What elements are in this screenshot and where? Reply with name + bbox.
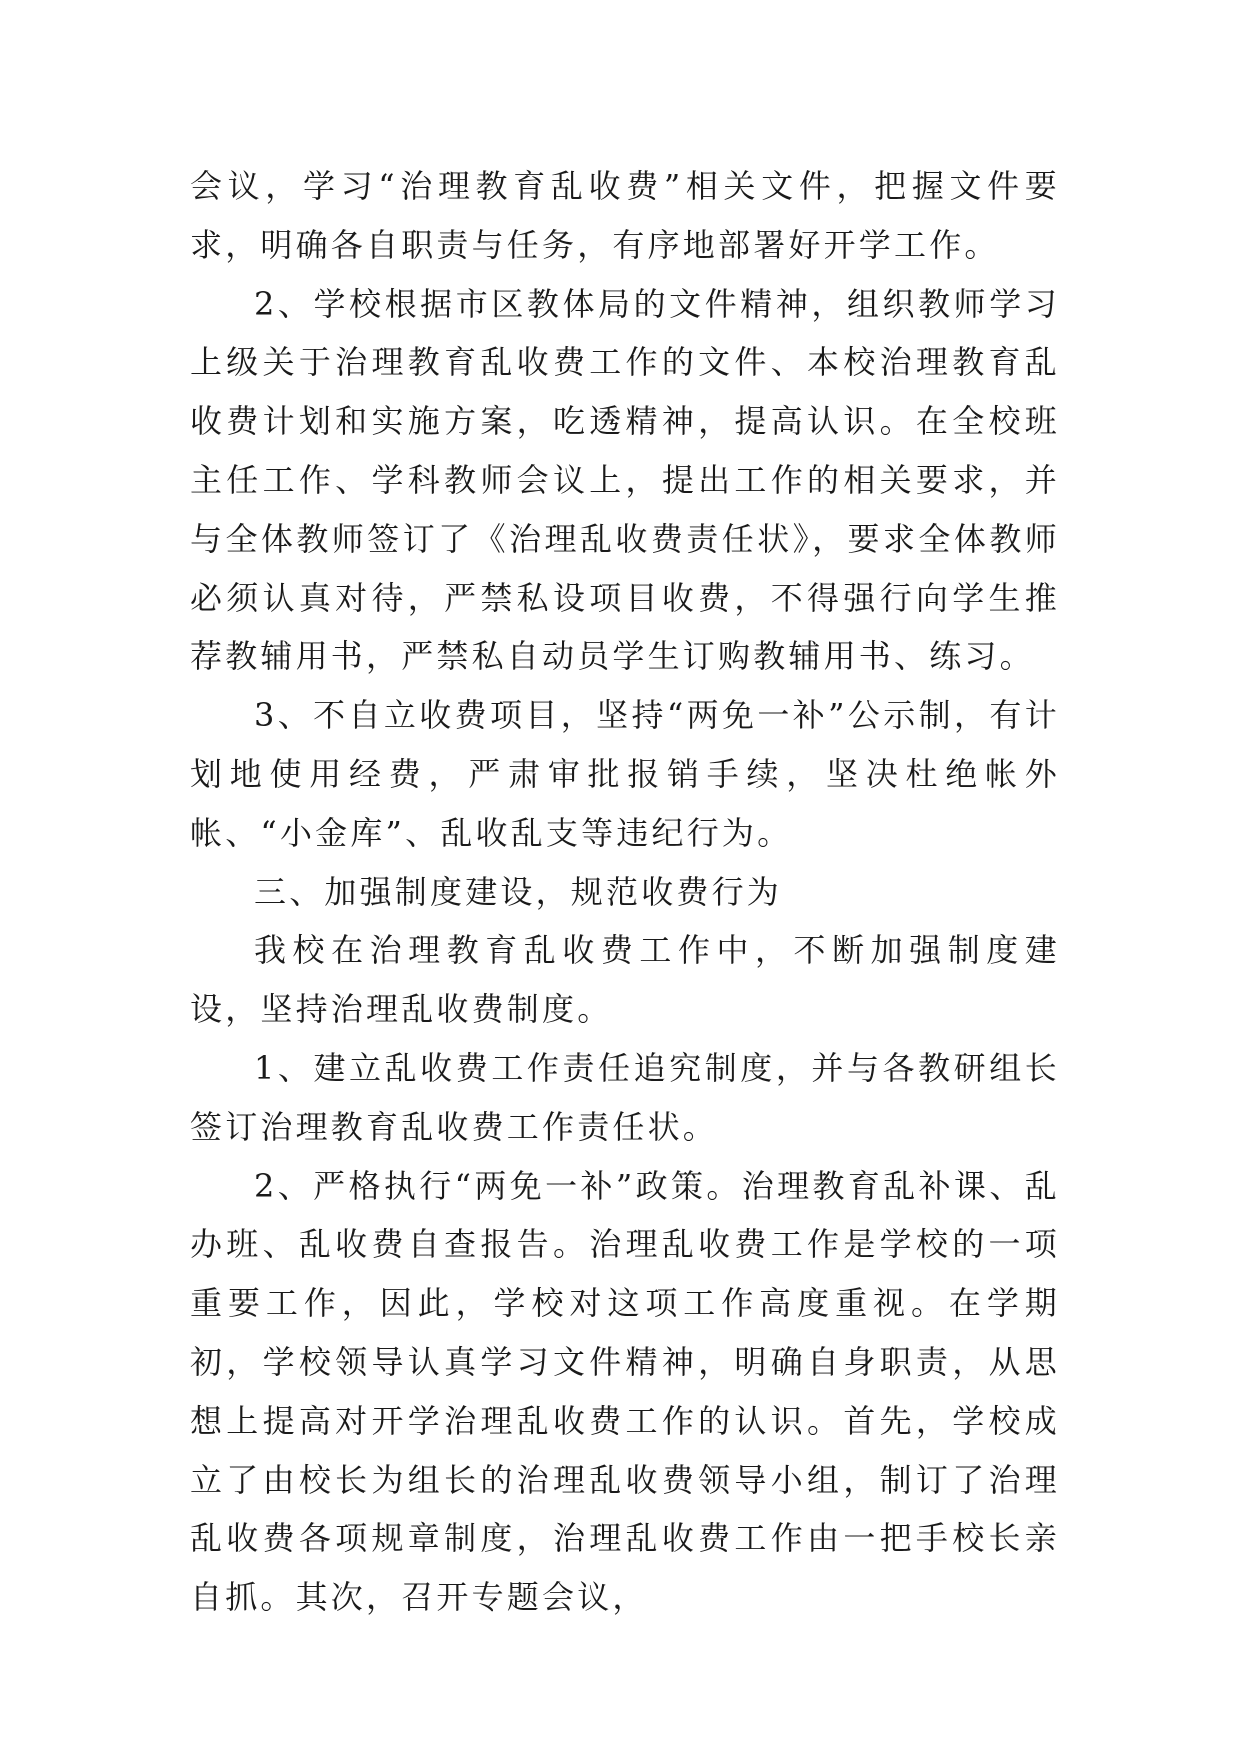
paragraph-5: 我校在治理教育乱收费工作中，不断加强制度建设，坚持治理乱收费制度。 xyxy=(190,931,1060,1029)
section-heading: 三、加强制度建设，规范收费行为 xyxy=(254,872,783,911)
paragraph-6: 1、建立乱收费工作责任追究制度，并与各教研组长签订治理教育乱收费工作责任状。 xyxy=(190,1048,1060,1146)
paragraph-7: 2、严格执行“两免一补”政策。治理教育乱补课、乱办班、乱收费自查报告。治理乱收费工作是学校的一项重要工作，因此，学校对这项工作高度重视。在学期初，学校领导认真学习文件精神，明确自身职责，从思想上提高对开学治理乱收费工作的认识。首先，学校成立了由校长为组长的治理乱收费领导小组，制订了治理乱收费各项规章制度，治理乱收费工作由一把手校长亲自抓。其次，召开专题会议， xyxy=(190,1166,1060,1617)
paragraph-2: 2、学校根据市区教体局的文件精神，组织教师学习上级关于治理教育乱收费工作的文件、本校治理教育乱收费计划和实施方案，吃透精神，提高认识。在全校班主任工作、学科教师会议上，提出工作的相关要求，并与全体教师签订了《治理乱收费责任状》，要求全体教师必须认真对待，严禁私设项目收费，不得强行向学生推荐教辅用书，严禁私自动员学生订购教辅用书、练习。 xyxy=(190,284,1060,676)
paragraph-1: 会议，学习“治理教育乱收费”相关文件，把握文件要求，明确各自职责与任务，有序地部署好开学工作。 xyxy=(190,167,1060,264)
document-body xyxy=(190,157,1060,1627)
paragraph-3: 3、不自立收费项目，坚持“两免一补”公示制，有计划地使用经费，严肃审批报销手续，坚决杜绝帐外帐、“小金库”、乱收乱支等违纪行为。 xyxy=(190,696,1060,852)
